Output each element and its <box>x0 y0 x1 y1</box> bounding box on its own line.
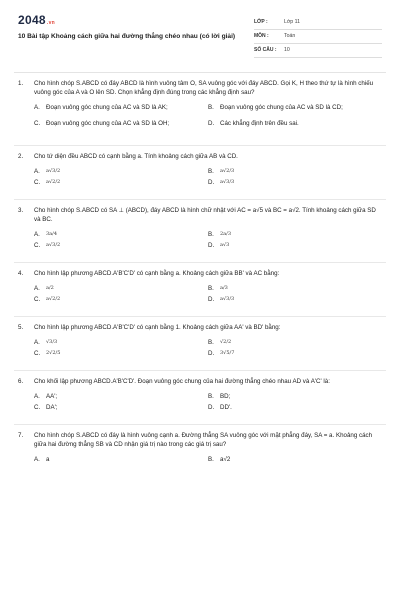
meta-row-subject <box>254 30 382 44</box>
option-text: Các khẳng định trên đều sai. <box>220 119 299 127</box>
option-letter: C. <box>34 119 41 127</box>
answer-option[interactable] <box>208 120 382 136</box>
option-letter: A. <box>34 338 40 346</box>
answer-option[interactable] <box>208 404 382 415</box>
option-text: a√2/2 <box>46 295 61 302</box>
answer-option[interactable] <box>208 350 382 361</box>
answer-option[interactable] <box>34 242 208 253</box>
answer-option[interactable] <box>34 120 208 136</box>
option-letter: B. <box>208 338 214 346</box>
option-text: √3/3 <box>46 338 58 345</box>
question-stem <box>18 80 382 98</box>
meta-row-class <box>254 16 382 30</box>
answer-option[interactable] <box>34 104 208 120</box>
option-letter: B. <box>208 230 214 238</box>
question-item <box>18 200 382 262</box>
option-text: a√3/2 <box>46 241 61 248</box>
answer-option[interactable] <box>34 339 208 350</box>
answer-option[interactable] <box>34 179 208 190</box>
question-number: 4. <box>18 269 24 277</box>
answer-option[interactable] <box>34 168 208 179</box>
option-text: a√3 <box>220 241 230 248</box>
option-text: a√3/2 <box>46 167 61 174</box>
option-text: a√2/3 <box>220 167 235 174</box>
meta-key: LỚP : <box>254 18 268 25</box>
question-item <box>18 80 382 145</box>
option-text: 2√2/5 <box>46 349 61 356</box>
question-number: 1. <box>18 80 24 87</box>
answer-option[interactable] <box>34 456 208 467</box>
option-text: a√2/2 <box>46 178 61 185</box>
document-header <box>18 12 382 64</box>
question-number: 5. <box>18 323 24 331</box>
question-stem <box>18 432 382 450</box>
option-letter: A. <box>34 230 40 238</box>
option-letter: C. <box>34 241 41 249</box>
answer-option[interactable] <box>208 104 382 120</box>
option-letter: A. <box>34 284 40 292</box>
question-text: Cho hình lập phương ABCD.A'B'C'D' có cạnh bằng a. Khoảng cách giữa BB' và AC bằng: <box>34 269 280 277</box>
question-list <box>18 80 382 476</box>
question-stem <box>18 153 382 162</box>
option-text: BD; <box>220 392 231 400</box>
question-item <box>18 263 382 316</box>
question-number: 7. <box>18 431 24 439</box>
answer-option[interactable] <box>208 231 382 242</box>
answer-option[interactable] <box>34 404 208 415</box>
question-stem <box>18 378 382 387</box>
option-letter: A. <box>34 103 40 111</box>
option-text: Đoạn vuông góc chung của AC và SD là AK; <box>46 103 168 111</box>
option-letter: B. <box>208 455 214 463</box>
question-text: Cho tứ diện đều ABCD có cạnh bằng a. Tính khoảng cách giữa AB và CD. <box>34 152 238 160</box>
answer-option[interactable] <box>208 339 382 350</box>
option-text: a/3 <box>220 284 228 291</box>
option-text: Đoạn vuông góc chung của AC và SD là CD; <box>220 103 343 111</box>
site-logo[interactable]: 2048.vn <box>18 13 56 27</box>
option-letter: D. <box>208 178 215 186</box>
answer-options <box>34 168 382 190</box>
meta-value: Toán <box>284 32 296 39</box>
question-text: Cho hình chóp S.ABCD có SA ⊥ (ABCD), đáy ABCD là hình chữ nhật với AC = a√5 và BC = a√2. Tính khoảng cách giữa SD và BC. <box>34 206 376 223</box>
option-text: DA'; <box>46 403 58 411</box>
meta-row-count <box>254 44 382 58</box>
option-text: 3a/4 <box>46 230 58 237</box>
option-letter: D. <box>208 349 215 357</box>
question-item <box>18 371 382 424</box>
answer-options <box>34 456 382 467</box>
option-letter: A. <box>34 167 40 175</box>
answer-option[interactable] <box>208 456 382 467</box>
option-letter: B. <box>208 167 214 175</box>
question-item <box>18 317 382 370</box>
answer-option[interactable] <box>34 350 208 361</box>
answer-option[interactable] <box>34 296 208 307</box>
option-text: a√3/3 <box>220 178 235 185</box>
question-text: Cho hình chóp S.ABCD có đáy là hình vuông cạnh a. Đường thẳng SA vuông góc với mặt phẳng đáy, SA = a. Khoảng cách giữa hai đường thẳng SB và CD nhận giá trị nào trong các giá trị sau? <box>34 431 373 448</box>
answer-options <box>34 231 382 253</box>
option-text: Đoạn vuông góc chung của AC và SD là OH; <box>46 119 170 127</box>
option-letter: D. <box>208 241 215 249</box>
question-stem <box>18 207 382 225</box>
option-text: 2a/3 <box>220 230 232 237</box>
option-letter: D. <box>208 403 215 411</box>
meta-key: MÔN : <box>254 32 269 39</box>
option-letter: B. <box>208 392 214 400</box>
question-item <box>18 425 382 476</box>
page-title: 10 Bài tập Khoảng cách giữa hai đường thẳng chéo nhau (có lời giải) <box>18 33 236 40</box>
question-text: Cho khối lập phương ABCD.A'B'C'D'. Đoạn vuông góc chung của hai đường thẳng chéo nhau AD và A'C' là: <box>34 377 330 385</box>
option-letter: C. <box>34 349 41 357</box>
meta-value: Lớp 11 <box>284 18 300 25</box>
option-letter: C. <box>34 178 41 186</box>
option-letter: D. <box>208 295 215 303</box>
option-letter: D. <box>208 119 215 127</box>
answer-option[interactable] <box>34 231 208 242</box>
option-text: a√2 <box>220 455 231 463</box>
answer-option[interactable] <box>208 393 382 404</box>
question-number: 6. <box>18 377 24 385</box>
answer-option[interactable] <box>34 285 208 296</box>
option-text: DD'. <box>220 403 232 411</box>
option-letter: C. <box>34 295 41 303</box>
question-number: 3. <box>18 206 24 214</box>
question-stem <box>18 270 382 279</box>
option-letter: A. <box>34 455 40 463</box>
question-item <box>18 146 382 199</box>
answer-option[interactable] <box>208 168 382 179</box>
answer-options <box>34 393 382 415</box>
answer-option[interactable] <box>34 393 208 404</box>
option-text: 3√5/7 <box>220 349 235 356</box>
option-text: a <box>46 455 50 463</box>
meta-table <box>254 16 382 58</box>
question-text: Cho hình lập phương ABCD.A'B'C'D' có cạnh bằng 1. Khoảng cách giữa AA' và BD' bằng: <box>34 323 281 331</box>
header-divider <box>14 72 386 73</box>
option-text: a√3/3 <box>220 295 235 302</box>
answer-options <box>34 104 382 136</box>
option-text: AA'; <box>46 392 58 400</box>
option-letter: B. <box>208 103 214 111</box>
question-stem <box>18 324 382 333</box>
answer-option[interactable] <box>208 179 382 190</box>
answer-options <box>34 285 382 307</box>
option-text: a/2 <box>46 284 54 291</box>
answer-option[interactable] <box>208 285 382 296</box>
option-text: √2/2 <box>220 338 232 345</box>
option-letter: C. <box>34 403 41 411</box>
question-number: 2. <box>18 152 24 160</box>
answer-option[interactable] <box>208 242 382 253</box>
meta-key: SỐ CÂU : <box>254 46 277 53</box>
question-text: Cho hình chóp S.ABCD có đáy ABCD là hình vuông tâm O, SA vuông góc với đáy ABCD. Gọi K, H theo thứ tự là hình chiếu vuông góc của A và O lên SD. Chọn khẳng định đúng trong các khẳng định sau? <box>34 80 374 96</box>
answer-option[interactable] <box>208 296 382 307</box>
meta-value: 10 <box>284 46 290 53</box>
option-letter: A. <box>34 392 40 400</box>
answer-options <box>34 339 382 361</box>
option-letter: B. <box>208 284 214 292</box>
